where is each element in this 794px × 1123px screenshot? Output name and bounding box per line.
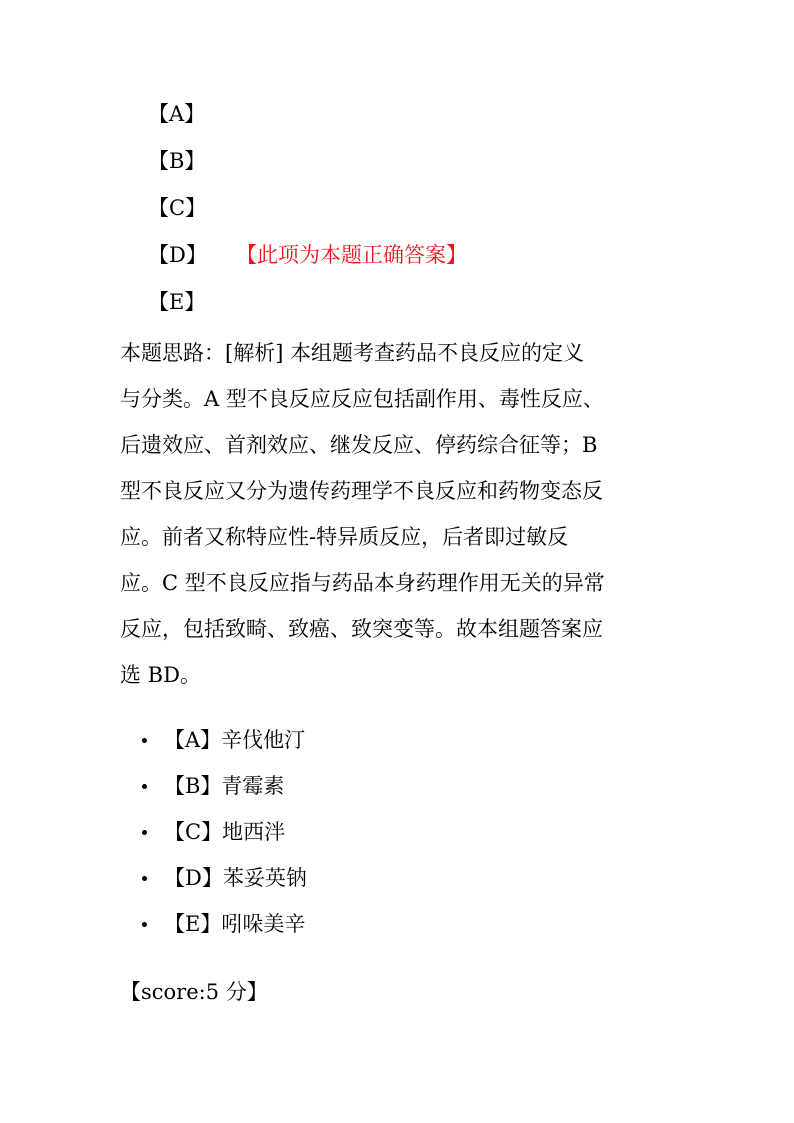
explanation-line: 反应，包括致畸、致癌、致突变等。故本组题答案应 [120, 617, 603, 641]
explanation-line: 应。C 型不良反应指与药品本身药理作用无关的异常 [120, 571, 605, 595]
option-b-label: 【B】 [148, 149, 206, 173]
bullet-icon [142, 830, 147, 835]
option-c-row [148, 194, 236, 222]
explanation-line: 型不良反应又分为遗传药理学不良反应和药物变态反 [120, 479, 603, 503]
explanation-line: 后遗效应、首剂效应、继发反应、停药综合征等；B [120, 433, 598, 457]
choice-text: 【D】苯妥英钠 [164, 866, 307, 890]
list-item [120, 768, 307, 814]
list-item [120, 814, 307, 860]
explanation-line: 本题思路：[解析] 本组题考查药品不良反应的定义 [120, 341, 585, 365]
option-b-row [148, 147, 236, 175]
list-item [120, 906, 307, 952]
choice-text: 【C】地西泮 [164, 820, 286, 844]
score-label: 【score:5 分】 [120, 980, 268, 1004]
option-a-row [148, 100, 236, 128]
choice-text: 【B】青霉素 [164, 774, 285, 798]
option-e-row [148, 288, 236, 316]
option-c-label: 【C】 [148, 196, 207, 220]
explanation-paragraph [120, 330, 680, 698]
answer-choices-list [120, 722, 307, 952]
explanation-line: 选 BD。 [120, 663, 201, 687]
option-a-label: 【A】 [148, 102, 206, 126]
option-d-label: 【D】 [148, 243, 207, 267]
bullet-icon [142, 922, 147, 927]
bullet-icon [142, 738, 147, 743]
list-item [120, 860, 307, 906]
list-item [120, 722, 307, 768]
option-e-label: 【E】 [148, 290, 206, 314]
option-d-row [148, 241, 467, 269]
explanation-line: 应。前者又称特应性-特异质反应，后者即过敏反 [120, 525, 569, 549]
correct-answer-marker: 【此项为本题正确答案】 [236, 243, 467, 267]
bullet-icon [142, 784, 147, 789]
choice-text: 【A】辛伐他汀 [164, 728, 306, 752]
explanation-line: 与分类。A 型不良反应反应包括副作用、毒性反应、 [120, 387, 604, 411]
bullet-icon [142, 876, 147, 881]
choice-text: 【E】吲哚美辛 [164, 912, 306, 936]
